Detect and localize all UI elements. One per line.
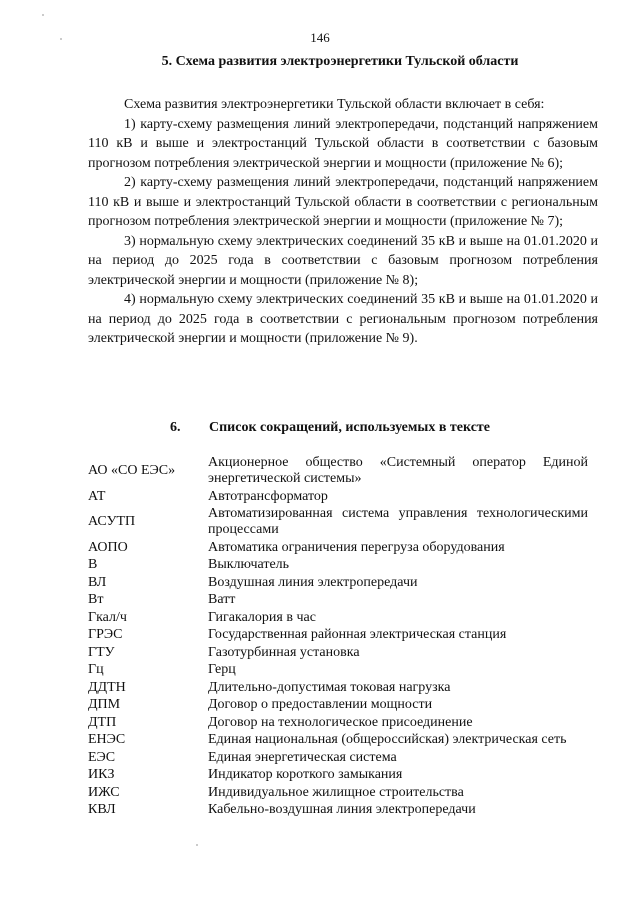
abbreviation-term: ЕЭС [88, 749, 116, 765]
abbreviation-term: АОПО [88, 539, 128, 555]
scan-speck [196, 844, 198, 846]
abbreviation-row [88, 489, 588, 505]
scan-speck [42, 14, 44, 16]
abbreviation-term: ИЖС [88, 784, 120, 800]
section-5-heading: 5. Схема развития электроэнергетики Тульской области [161, 54, 519, 69]
abbreviation-row [88, 767, 588, 783]
abbreviation-definition: Индикатор короткого замыкания [208, 767, 403, 782]
abbreviation-term: ДДТН [88, 679, 126, 695]
abbreviation-row [88, 662, 588, 678]
abbreviation-definition: Индивидуальное жилищное строительства [208, 784, 464, 800]
abbreviation-row [88, 557, 588, 573]
section-5-item: 4) нормальную схему электрических соединений 35 кВ и выше на 01.01.2020 и на период до 2025 года в соответствии с региональным прогнозом потребления электрической энергии и мощности (приложение № 9). [88, 292, 598, 346]
abbreviation-row [88, 680, 588, 696]
abbreviation-definition: Единая национальная (общероссийская) электрическая сеть [208, 732, 567, 747]
abbreviation-definition: Кабельно-воздушная линия электропередачи [208, 802, 476, 817]
abbreviation-row [88, 732, 588, 748]
abbreviation-definition: Герц [208, 662, 236, 677]
abbreviation-row [88, 645, 588, 661]
section-5-item: 2) карту-схему размещения линий электропередачи, подстанций напряжением 110 кВ и выше и электростанций Тульской области в соответствии с региональным прогнозом потребления электрической энергии и мощности (приложение № 7); [88, 175, 598, 229]
abbreviation-row [88, 610, 588, 626]
abbreviation-row [88, 750, 588, 766]
section-5-item: 1) карту-схему размещения линий электропередачи, подстанций напряжением 110 кВ и выше и электростанций Тульской области в соответствии с базовым прогнозом потребления электрической энергии и мощности (приложение № 6); [88, 116, 598, 171]
abbreviation-term: ЕНЭС [88, 732, 126, 747]
abbreviation-row [88, 506, 588, 538]
abbreviation-term: В [88, 557, 98, 572]
abbreviation-term: ГРЭС [88, 627, 123, 642]
abbreviation-definition: Автоматика ограничения перегруза оборудования [208, 539, 505, 555]
abbreviation-row [88, 697, 588, 713]
abbreviation-row [88, 785, 588, 801]
abbreviation-row [88, 627, 588, 643]
abbreviation-definition: Акционерное общество «Системный оператор Единой энергетической системы» [208, 455, 588, 486]
abbreviation-definition: Договор о предоставлении мощности [208, 697, 433, 712]
abbreviation-term: ДТП [88, 714, 117, 730]
abbreviation-term: КВЛ [88, 802, 116, 817]
abbreviation-row [88, 802, 588, 818]
abbreviation-definition: Автоматизированная система управления технологическими процессами [208, 506, 588, 537]
abbreviation-term: ГТУ [88, 644, 115, 660]
abbreviation-definition: Воздушная линия электропередачи [208, 574, 418, 590]
section-6-number: 6. [170, 420, 181, 435]
abbreviation-row [88, 455, 588, 487]
abbreviations-list [88, 455, 588, 820]
abbreviation-definition: Единая энергетическая система [208, 749, 397, 765]
abbreviation-row [88, 592, 588, 608]
abbreviation-term: АО «СО ЕЭС» [88, 463, 176, 478]
section-5-body [88, 95, 598, 349]
abbreviation-row [88, 540, 588, 556]
abbreviation-term: Гц [88, 662, 104, 677]
abbreviation-term: ДПМ [88, 697, 121, 712]
abbreviation-term: АСУТП [88, 514, 136, 529]
abbreviation-row [88, 575, 588, 591]
abbreviation-definition: Ватт [208, 592, 236, 607]
abbreviation-term: АТ [88, 488, 106, 504]
abbreviation-term: Вт [88, 592, 104, 607]
abbreviation-definition: Автотрансформатор [208, 488, 328, 504]
abbreviation-definition: Договор на технологическое присоединение [208, 714, 473, 730]
abbreviation-definition: Газотурбинная установка [208, 644, 360, 660]
abbreviation-definition: Длительно-допустимая токовая нагрузка [208, 679, 451, 695]
abbreviation-row [88, 715, 588, 731]
abbreviation-definition: Гигакалория в час [208, 609, 316, 625]
abbreviation-term: ИКЗ [88, 767, 115, 782]
abbreviation-term: Гкал/ч [88, 609, 127, 625]
section-5-intro: Схема развития электроэнергетики Тульской области включает в себя: [124, 97, 545, 112]
section-5-item: 3) нормальную схему электрических соединений 35 кВ и выше на 01.01.2020 и на период до 2025 года в соответствии с базовым прогнозом потребления электрической энергии и мощности (приложение № 8); [88, 233, 598, 288]
abbreviation-definition: Выключатель [208, 557, 290, 572]
section-6-title: Список сокращений, используемых в тексте [209, 420, 490, 435]
abbreviation-term: ВЛ [88, 574, 107, 590]
abbreviation-definition: Государственная районная электрическая станция [208, 627, 507, 642]
page-number: 146 [310, 30, 330, 45]
